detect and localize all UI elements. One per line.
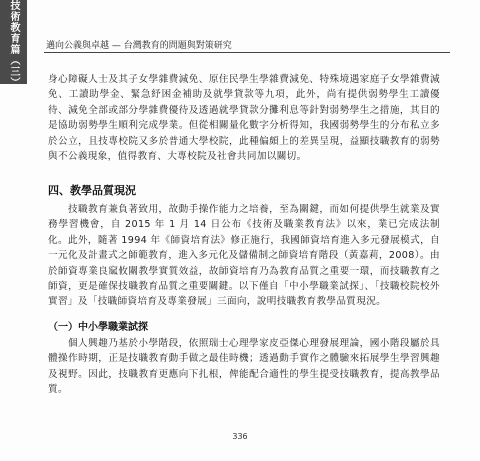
chapter-side-tab-label: 技術教育篇（三） bbox=[8, 0, 19, 88]
running-head-title: 邁向公義與卓越 — 台灣教育的問題與對策研究 bbox=[46, 41, 232, 51]
chapter-side-tab bbox=[0, 0, 27, 88]
body-paragraph-1: 身心障礙人士及其子女學雜費減免、原住民學生學雜費減免、特殊境遇家庭子女學雜費減免、工讀助學金、緊急紓困金補助及就學貸款等九項，此外，尚有提供弱勢學生工讀優待、減免全部或部分學雜費優待及透過就學貸款分攤利息等針對弱勢學生之措施，其目的是協助弱勢學生順利完成學業。但從相關量化數字分析得知，我國弱勢學生的分布私立多於公立，且技專校院又多於普通大學校院，此種偏頗上的差異呈現，益顯技職教育的弱勢與不公義現象，值得教育、大專校院及社會共同加以關切。 bbox=[48, 74, 440, 163]
subsection-heading: （一）中小學職業試探 bbox=[48, 322, 148, 333]
body-paragraph-3: 個人興趣乃基於小學階段，依照瑞士心理學家皮亞傑心理發展理論，國小階段屬於具體操作時期，正是技職教育動手做之最佳時機；透過動手實作之體驗來拓展學生學習興趣及視野。因此，技職教育更應向下扎根，俾能配合適性的學生提受技職教育，提高教學品質。 bbox=[48, 338, 440, 396]
section-heading: 四、教學品質現況 bbox=[48, 184, 136, 197]
header-rule bbox=[44, 52, 450, 53]
body-paragraph-2: 技職教育兼負著致用，故動手操作能力之培養，至為關鍵，而如何提供學生就業及實務學習機會，自 2015 年 1 月 14 日公布《技術及職業教育法》以來，業已完成法制化。此外，隨著 1994 年《師資培育法》修正施行，我國師資培育進入多元發展模式，自一元化及計畫式之師範教育，進入多元化及儲備制之師資培育階段（黃嘉莉，2008）。由於師資專業良窳攸關教學實質效益，故師資培育乃為教育品質之重要一環，而技職教育之師資，更是確保技職教育品質之重要關鍵。以下僅自「中小學職業試探」、「技職校院校外實習」及「技職師資培育及專業發展」三面向，說明技職教育教學品質現況。 bbox=[48, 204, 440, 308]
page-number: 336 bbox=[232, 432, 248, 441]
